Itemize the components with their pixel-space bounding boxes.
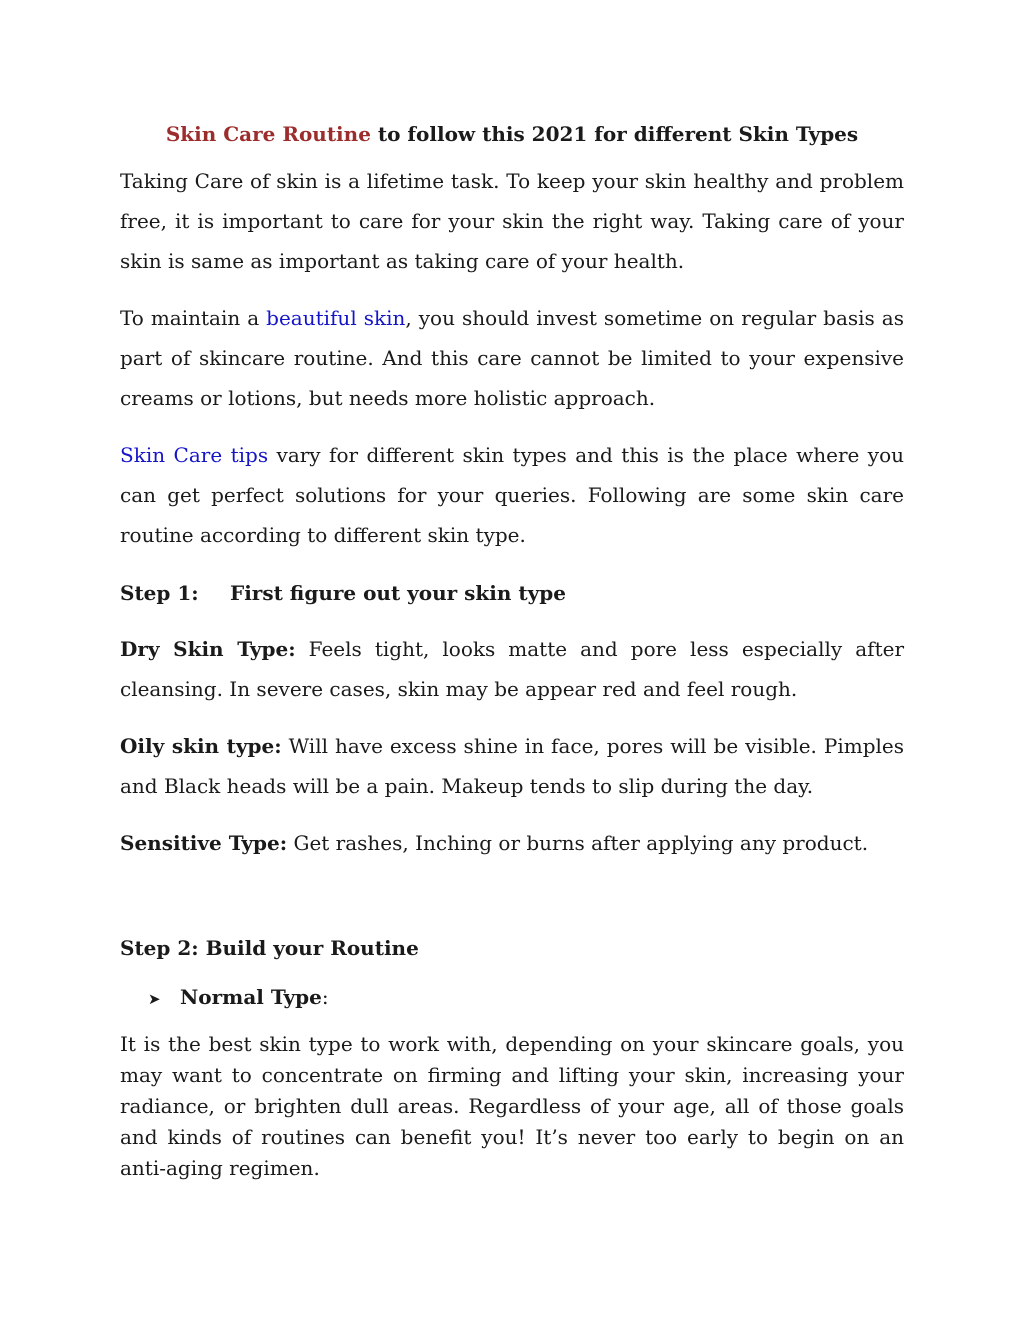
arrow-bullet-icon: ➤ xyxy=(148,990,161,1008)
normal-type-bullet xyxy=(148,983,329,1013)
step-1-heading xyxy=(120,579,566,607)
skin-care-tips-paragraph xyxy=(120,435,904,555)
sensitive-skin-paragraph xyxy=(120,823,904,863)
dry-skin-text: Feels tight, looks matte and pore less especially after cleansing. In severe cases, skin may be appear red and feel rough. xyxy=(120,637,904,701)
sensitive-skin-label: Sensitive Type: xyxy=(120,831,288,855)
normal-type-label: Normal Type xyxy=(180,985,322,1009)
title-link[interactable]: Skin Care Routine xyxy=(165,122,371,146)
normal-type-paragraph: It is the best skin type to work with, depending on your skincare goals, you may want to concentrate on firming and lifting your skin, increasing your radiance, or brighten dull areas. Regardless of your age, all of those goals and kinds of routines can benefit you! It’s never too early to begin on an anti-aging regimen. xyxy=(120,1032,904,1180)
intro-paragraph: Taking Care of skin is a lifetime task. To keep your skin healthy and problem free, it is important to care for your skin the right way. Taking care of your skin is same as important as taking care of your health. xyxy=(120,169,904,273)
paragraph-text: vary for different skin types and this is the place where you can get perfect solutions for your queries. Following are some skin care routine according to different skin type. xyxy=(120,443,905,547)
oily-skin-text: Will have excess shine in face, pores will be visible. Pimples and Black heads will be a pain. Makeup tends to slip during the day. xyxy=(120,734,904,798)
oily-skin-label: Oily skin type: xyxy=(120,734,282,758)
step-1-label: First figure out your skin type xyxy=(230,581,566,605)
beautiful-skin-link[interactable]: beautiful skin xyxy=(266,306,406,330)
beautiful-skin-paragraph xyxy=(120,298,904,418)
normal-type-colon: : xyxy=(321,985,329,1009)
sensitive-skin-text: Get rashes, Inching or burns after applying any product. xyxy=(287,831,869,855)
title-text: to follow this 2021 for different Skin Types xyxy=(370,122,859,146)
paragraph-text: To maintain a xyxy=(120,306,267,330)
skin-care-tips-link[interactable]: Skin Care tips xyxy=(120,443,269,467)
dry-skin-label: Dry Skin Type: xyxy=(120,637,296,661)
step-2-heading: Step 2: Build your Routine xyxy=(120,936,419,960)
oily-skin-paragraph xyxy=(120,726,904,806)
dry-skin-paragraph xyxy=(120,629,904,709)
document-title xyxy=(120,120,904,148)
paragraph-text: , you should invest sometime on regular basis as part of skincare routine. And this care cannot be limited to your expensive creams or lotions, but needs more holistic approach. xyxy=(120,306,904,410)
step-1-number: Step 1: xyxy=(120,581,199,605)
